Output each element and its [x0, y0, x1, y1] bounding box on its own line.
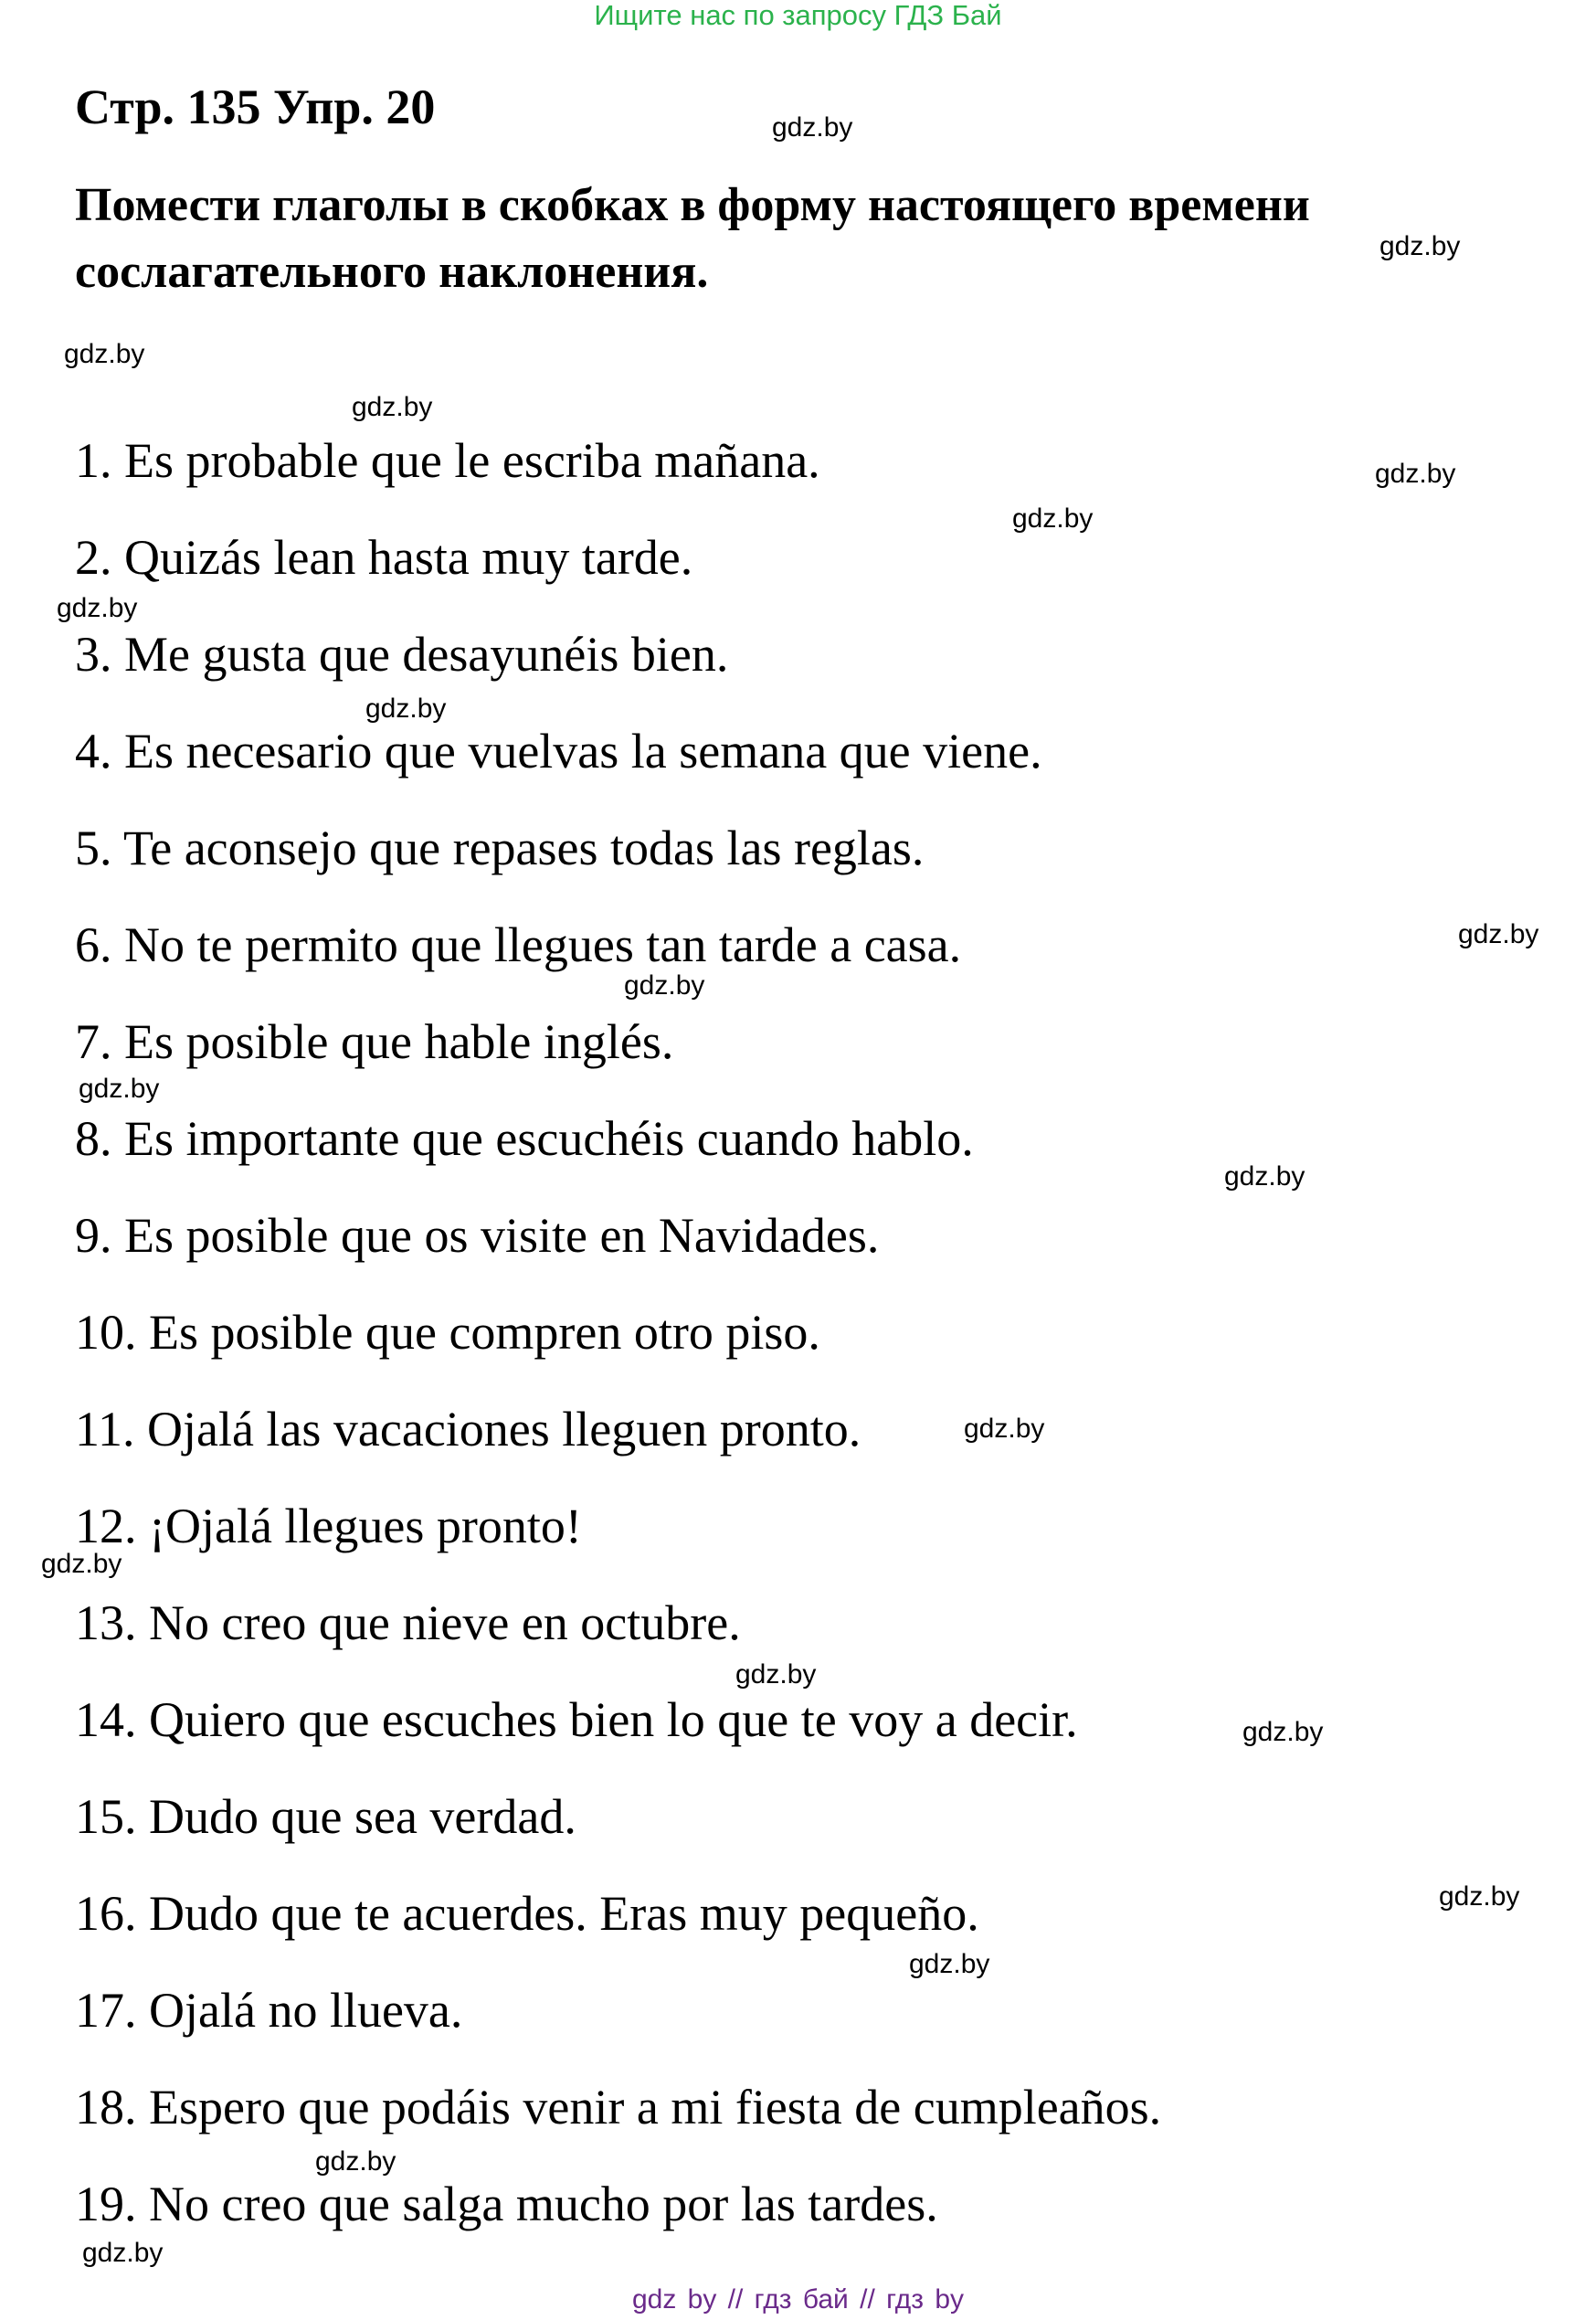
task-instruction: Помести глаголы в скобках в форму настоящего времени сослагательного наклонения. — [75, 179, 1310, 298]
watermark: gdz.by — [964, 1414, 1045, 1444]
sentence-3: 3. Me gusta que desayunéis bien. — [75, 627, 729, 682]
page-heading: Стр. 135 Упр. 20 — [75, 79, 436, 134]
top-banner[interactable]: Ищите нас по запросу ГДЗ Бай — [594, 0, 1002, 31]
watermark: gdz.by — [772, 112, 853, 143]
footer-links[interactable]: gdz by // гдз бай // гдз by — [631, 2284, 965, 2315]
sentence-18: 18. Espero que podáis venir a mi fiesta de cumpleaños. — [75, 2080, 1162, 2135]
watermark: gdz.by — [1439, 1881, 1520, 1912]
watermark: gdz.by — [82, 2238, 164, 2268]
sentence-11: 11. Ojalá las vacaciones lleguen pronto. — [75, 1402, 861, 1457]
sentence-9: 9. Es posible que os visite en Navidades. — [75, 1208, 880, 1263]
watermark: gdz.by — [1375, 459, 1456, 489]
sentence-7: 7. Es posible que hable inglés. — [75, 1014, 674, 1069]
sentence-list — [75, 429, 1161, 2270]
sentence-6: 6. No te permito que llegues tan tarde a casa. — [75, 917, 962, 972]
watermark: gdz.by — [909, 1949, 990, 1979]
watermark: gdz.by — [624, 970, 705, 1001]
watermark: gdz.by — [352, 392, 433, 422]
sentence-8: 8. Es importante que escuchéis cuando hablo. — [75, 1111, 974, 1166]
watermark: gdz.by — [365, 694, 447, 724]
sentence-17: 17. Ojalá no llueva. — [75, 1983, 463, 2038]
sentence-14: 14. Quiero que escuches bien lo que te voy a decir. — [75, 1692, 1078, 1747]
watermark: gdz.by — [315, 2146, 396, 2177]
sentence-12: 12. ¡Ojalá llegues pronto! — [75, 1499, 582, 1553]
watermark: gdz.by — [735, 1659, 817, 1690]
watermark: gdz.by — [1242, 1717, 1324, 1747]
sentence-15: 15. Dudo que sea verdad. — [75, 1789, 576, 1844]
watermark: gdz.by — [41, 1549, 122, 1579]
sentence-13: 13. No creo que nieve en octubre. — [75, 1595, 741, 1650]
sentence-1: 1. Es probable que le escriba mañana. — [75, 433, 820, 488]
watermark: gdz.by — [57, 593, 138, 623]
watermark: gdz.by — [79, 1074, 160, 1104]
watermark: gdz.by — [1458, 919, 1539, 949]
sentence-2: 2. Quizás lean hasta muy tarde. — [75, 530, 693, 585]
watermark: gdz.by — [1224, 1161, 1305, 1192]
sentence-19: 19. No creo que salga mucho por las tardes. — [75, 2177, 938, 2231]
watermark: gdz.by — [1379, 231, 1461, 261]
sentence-10: 10. Es posible que compren otro piso. — [75, 1305, 820, 1360]
watermark: gdz.by — [64, 339, 145, 369]
sentence-5: 5. Te aconsejo que repases todas las reglas. — [75, 821, 925, 875]
sentence-16: 16. Dudo que te acuerdes. Eras muy pequeño. — [75, 1886, 979, 1941]
sentence-4: 4. Es necesario que vuelvas la semana que viene. — [75, 724, 1042, 779]
watermark: gdz.by — [1012, 503, 1094, 534]
